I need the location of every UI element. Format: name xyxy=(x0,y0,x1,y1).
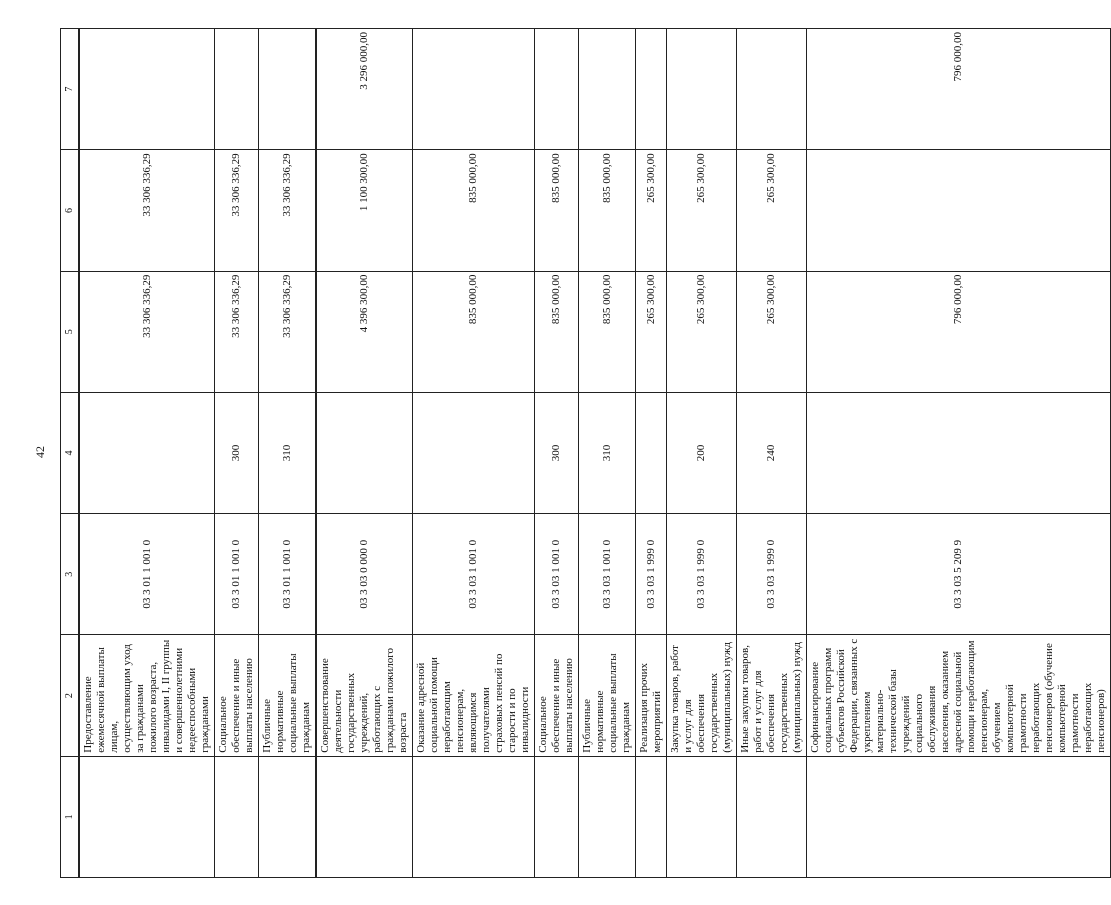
cell-c5: 835 000,00 xyxy=(535,271,579,392)
cell-c7 xyxy=(215,29,259,150)
cell-c2: Совершенствование деятельности государственных учреждений, работающих с гражданами пожилого возраста xyxy=(316,635,413,756)
cell-c7 xyxy=(737,29,807,150)
table-row xyxy=(667,29,737,878)
cell-c1 xyxy=(535,756,579,877)
cell-c7 xyxy=(667,29,737,150)
cell-c2: Публичные нормативные социальные выплаты гражданам xyxy=(579,635,636,756)
cell-c1 xyxy=(807,756,1111,877)
cell-c2: Публичные нормативные социальные выплаты гражданам xyxy=(259,635,317,756)
cell-c5: 33 306 336,29 xyxy=(215,271,259,392)
cell-c4: 300 xyxy=(215,392,259,513)
cell-c1 xyxy=(636,756,667,877)
cell-c1 xyxy=(667,756,737,877)
cell-c6: 33 306 336,29 xyxy=(259,150,317,271)
cell-c7 xyxy=(413,29,535,150)
cell-c5: 4 396 300,00 xyxy=(316,271,413,392)
cell-c7 xyxy=(79,29,215,150)
cell-c1 xyxy=(215,756,259,877)
table-row xyxy=(79,29,215,878)
cell-c2: Социальное обеспечение и иные выплаты населению xyxy=(215,635,259,756)
cell-c6: 1 100 300,00 xyxy=(316,150,413,271)
cell-c6: 835 000,00 xyxy=(579,150,636,271)
cell-c5: 33 306 336,29 xyxy=(259,271,317,392)
cell-c5: 33 306 336,29 xyxy=(79,271,215,392)
cell-c1 xyxy=(79,756,215,877)
cell-c4: 300 xyxy=(535,392,579,513)
table-row xyxy=(259,29,317,878)
cell-c7: 3 296 000,00 xyxy=(316,29,413,150)
cell-c2: Реализация прочих мероприятий xyxy=(636,635,667,756)
cell-c2: Иные закупки товаров, работ и услуг для обеспечения государственных (муниципальных) нужд xyxy=(737,635,807,756)
cell-c3: 03 3 01 1 001 0 xyxy=(259,514,317,635)
cell-c7 xyxy=(636,29,667,150)
cell-c4: 240 xyxy=(737,392,807,513)
cell-c7 xyxy=(579,29,636,150)
table-row xyxy=(535,29,579,878)
cell-c7 xyxy=(535,29,579,150)
col-header-3: 3 xyxy=(61,514,80,635)
col-header-1: 1 xyxy=(61,756,80,877)
cell-c5: 835 000,00 xyxy=(413,271,535,392)
cell-c4 xyxy=(413,392,535,513)
col-header-4: 4 xyxy=(61,392,80,513)
cell-c3: 03 3 03 1 001 0 xyxy=(413,514,535,635)
cell-c1 xyxy=(316,756,413,877)
cell-c5: 265 300,00 xyxy=(667,271,737,392)
cell-c6: 33 306 336,29 xyxy=(215,150,259,271)
cell-c5: 265 300,00 xyxy=(636,271,667,392)
cell-c4: 310 xyxy=(579,392,636,513)
cell-c2: Закупка товаров, работ и услуг для обеспечения государственных (муниципальных) нужд xyxy=(667,635,737,756)
table-row xyxy=(215,29,259,878)
cell-c1 xyxy=(737,756,807,877)
cell-c3: 03 3 03 1 999 0 xyxy=(667,514,737,635)
cell-c1 xyxy=(259,756,317,877)
cell-c1 xyxy=(413,756,535,877)
cell-c5: 796 000,00 xyxy=(807,271,1111,392)
cell-c4 xyxy=(316,392,413,513)
col-header-5: 5 xyxy=(61,271,80,392)
cell-c2: Оказание адресной социальной помощи неработающим пенсионерам, являющимся получателями страховых пенсий по старости и по инвалидности xyxy=(413,635,535,756)
cell-c3: 03 3 03 1 999 0 xyxy=(737,514,807,635)
cell-c6: 265 300,00 xyxy=(636,150,667,271)
cell-c6: 265 300,00 xyxy=(667,150,737,271)
cell-c1 xyxy=(579,756,636,877)
cell-c6: 835 000,00 xyxy=(535,150,579,271)
cell-c4 xyxy=(807,392,1111,513)
cell-c7 xyxy=(259,29,317,150)
table-row xyxy=(807,29,1111,878)
cell-c6: 835 000,00 xyxy=(413,150,535,271)
table-row xyxy=(636,29,667,878)
table-row xyxy=(316,29,413,878)
cell-c4: 310 xyxy=(259,392,317,513)
table-body xyxy=(79,29,1111,878)
cell-c2: Социальное обеспечение и иные выплаты населению xyxy=(535,635,579,756)
cell-c4: 200 xyxy=(667,392,737,513)
cell-c3: 03 3 03 5 209 9 xyxy=(807,514,1111,635)
cell-c3: 03 3 03 1 001 0 xyxy=(579,514,636,635)
col-header-7: 7 xyxy=(61,29,80,150)
cell-c2: Предоставление ежемесячной выплаты лицам, осуществляющим уход за гражданами пожилого возраста, инвалидами I, II группы и совершеннолетними недееспособными гражданами xyxy=(79,635,215,756)
cell-c3: 03 3 03 1 999 0 xyxy=(636,514,667,635)
cell-c4 xyxy=(79,392,215,513)
cell-c5: 835 000,00 xyxy=(579,271,636,392)
cell-c5: 265 300,00 xyxy=(737,271,807,392)
cell-c3: 03 3 01 1 001 0 xyxy=(215,514,259,635)
cell-c3: 03 3 03 0 000 0 xyxy=(316,514,413,635)
cell-c6: 265 300,00 xyxy=(737,150,807,271)
cell-c6: 33 306 336,29 xyxy=(79,150,215,271)
table-row xyxy=(579,29,636,878)
cell-c3: 03 3 03 1 001 0 xyxy=(535,514,579,635)
cell-c4 xyxy=(636,392,667,513)
budget-table-container xyxy=(60,28,1107,878)
table-row xyxy=(413,29,535,878)
table-row xyxy=(737,29,807,878)
cell-c7: 796 000,00 xyxy=(807,29,1111,150)
col-header-6: 6 xyxy=(61,150,80,271)
cell-c3: 03 3 01 1 001 0 xyxy=(79,514,215,635)
budget-table xyxy=(60,28,1111,878)
cell-c6 xyxy=(807,150,1111,271)
col-header-2: 2 xyxy=(61,635,80,756)
page-number: 42 xyxy=(33,446,47,458)
cell-c2: Софинансирование социальных программ субъектов Российской Федерации, связанных с укреплением материально-технической базы учреждений социального обслуживания населения, оказанием адресной социальной помощи неработающим пенсионерам, обучением компьютерной грамотности неработающих пенсионеров (обучение компьютерной грамотности неработающих пенсионеров) xyxy=(807,635,1111,756)
table-header-row xyxy=(61,29,80,878)
